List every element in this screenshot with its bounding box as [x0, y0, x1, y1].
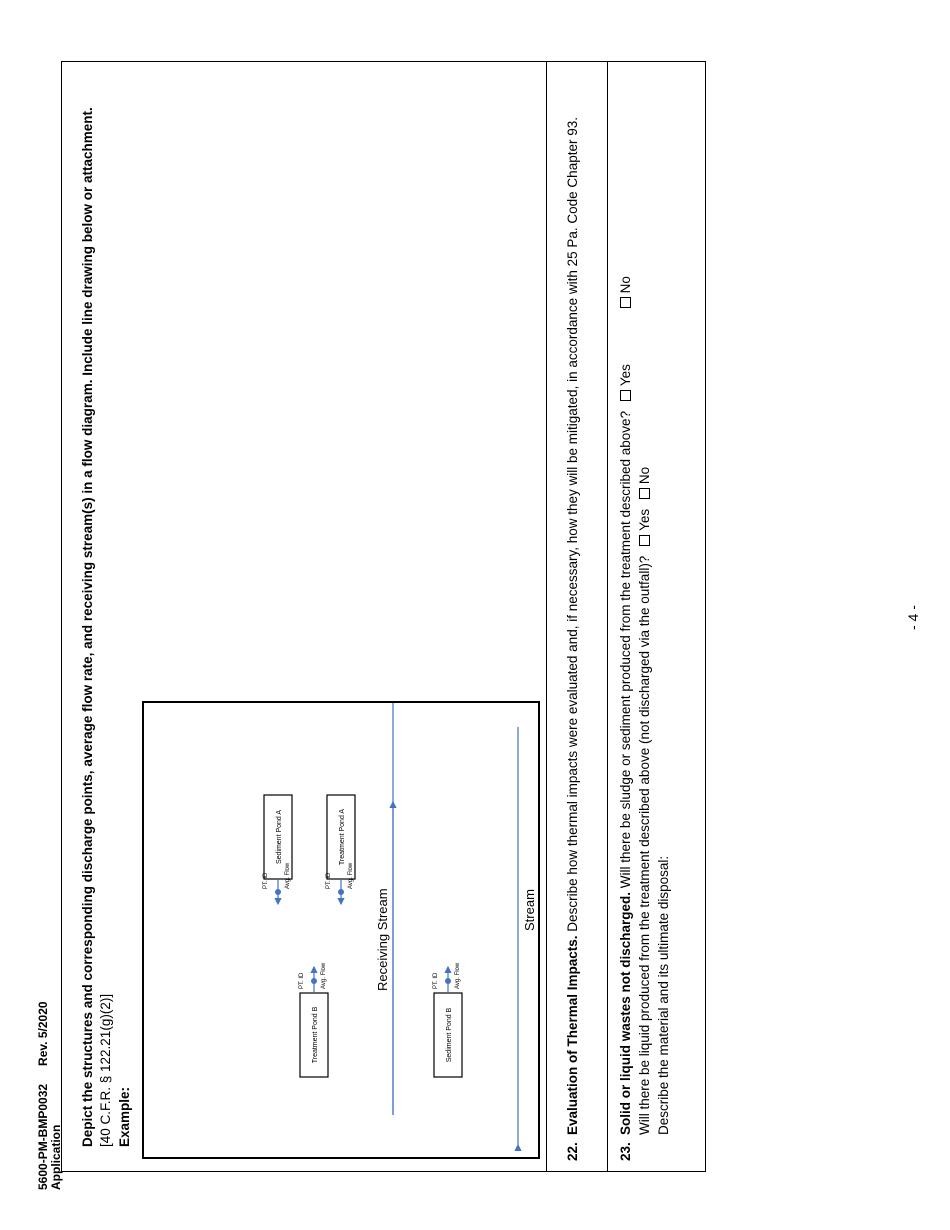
- treatment-pond-a-label: Treatment Pond A: [339, 808, 346, 866]
- sludge-yes-option[interactable]: Yes: [618, 364, 633, 407]
- example-label: Example:: [117, 1086, 132, 1147]
- svg-text:PT. ID: PT. ID: [263, 872, 269, 889]
- question-sludge: Will there be sludge or sediment produced from the treatment described above?: [618, 410, 633, 889]
- section-22-text: Describe how thermal impacts were evaluated and, if necessary, how they will be mitigated, in accordance with 25 Pa. Code Chapter 93.: [565, 117, 580, 932]
- sediment-pond-a-label: Sediment Pond A: [276, 809, 283, 865]
- svg-text:Avg. Flow: Avg. Flow: [348, 862, 354, 889]
- treatment-pond-b-label: Treatment Pond B: [312, 1006, 319, 1064]
- discharge-point-icon: [445, 978, 451, 984]
- stream-label: Stream: [522, 889, 537, 931]
- discharge-point-icon: [275, 889, 281, 895]
- form-number: 5600-PM-BMP0032: [36, 1083, 50, 1190]
- liquid-yes-checkbox[interactable]: [639, 535, 650, 546]
- svg-text:Avg. Flow: Avg. Flow: [285, 862, 291, 889]
- section-22-title: Evaluation of Thermal Impacts.: [565, 935, 580, 1135]
- svg-text:PT. ID: PT. ID: [299, 972, 305, 989]
- discharge-point-icon: [338, 889, 344, 895]
- svg-text:Avg. Flow: Avg. Flow: [321, 962, 327, 989]
- section-22-number: 22.: [565, 1142, 580, 1161]
- describe-disposal-prompt: Describe the material and its ultimate disposal:: [656, 855, 671, 1135]
- svg-text:PT. ID: PT. ID: [433, 972, 439, 989]
- sludge-yes-checkbox[interactable]: [620, 390, 631, 401]
- section-21-citation: [40 C.F.R. § 122.21(g)(2)]: [98, 993, 113, 1147]
- liquid-no-option[interactable]: No: [637, 467, 652, 505]
- section-23-number: 23.: [618, 1142, 633, 1161]
- example-flow-diagram: [142, 701, 540, 1159]
- liquid-yes-option[interactable]: Yes: [637, 509, 652, 552]
- section-23-title: Solid or liquid wastes not discharged.: [618, 891, 633, 1135]
- flow-diagram-drawing: [144, 703, 538, 1157]
- svg-text:Avg. Flow: Avg. Flow: [455, 962, 461, 989]
- form-table: [61, 61, 706, 1172]
- sludge-no-checkbox[interactable]: [620, 297, 631, 308]
- section-22-thermal-impacts: [547, 62, 608, 1171]
- page-number: - 4 -: [905, 605, 921, 630]
- discharge-point-icon: [311, 978, 317, 984]
- sludge-no-option[interactable]: No: [618, 276, 633, 314]
- form-header: [37, 1001, 63, 1190]
- section-23-solid-liquid-wastes: [608, 62, 705, 1171]
- sediment-pond-b-label: Sediment Pond B: [446, 1007, 453, 1063]
- form-type: Application: [49, 1124, 63, 1190]
- svg-text:PT. ID: PT. ID: [326, 872, 332, 889]
- liquid-no-checkbox[interactable]: [639, 488, 650, 499]
- receiving-stream-label: Receiving Stream: [375, 888, 390, 991]
- section-21-instruction: Depict the structures and corresponding discharge points, average flow rate, and receiving stream(s) in a flow diagram. Include line drawing below or attachment.: [80, 107, 95, 1147]
- section-21-flow-diagram: [62, 62, 547, 1171]
- question-liquid: Will there be liquid produced from the treatment described above (not discharged via the outfall)?: [637, 555, 652, 1135]
- form-revision: Rev. 5/2020: [36, 1001, 50, 1066]
